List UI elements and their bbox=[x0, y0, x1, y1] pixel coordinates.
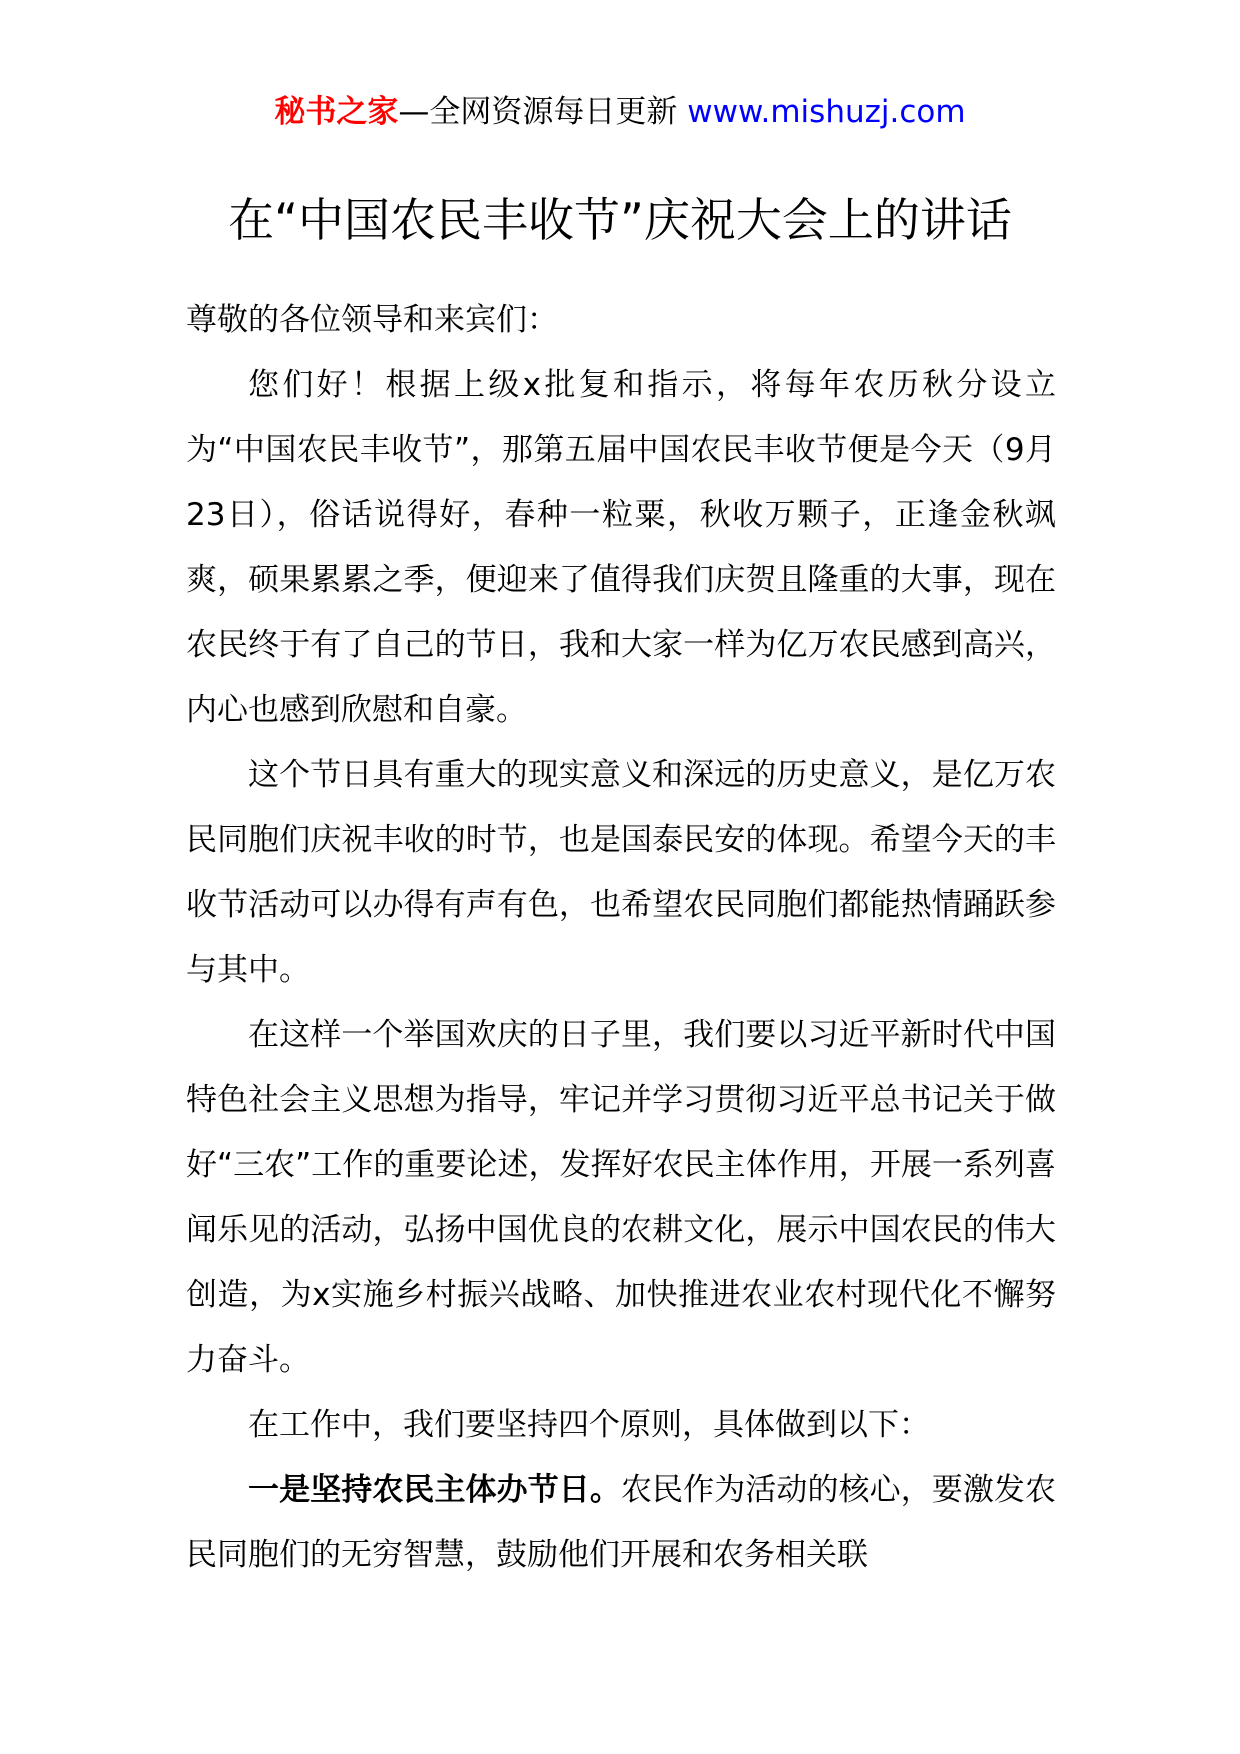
paragraph-greeting: 您们好！根据上级x批复和指示，将每年农历秋分设立为“中国农民丰收节”，那第五届中国农民丰收节便是今天（9月23日），俗话说得好，春种一粒粟，秋收万颗子，正逢金秋飒爽，硕果累累之季，便迎来了值得我们庆贺且隆重的大事，现在农民终于有了自己的节日，我和大家一样为亿万农民感到高兴，内心也感到欣慰和自豪。 bbox=[186, 367, 1056, 728]
paragraph-principle-1 bbox=[186, 1458, 1056, 1588]
site-brand: 秘书之家 bbox=[274, 94, 399, 130]
paragraph-principles-intro: 在工作中，我们要坚持四个原则，具体做到以下： bbox=[248, 1407, 930, 1443]
principle-1-text: 农民作为活动的核心，要激发农民同胞们的无穷智慧，鼓励他们开展和农务相关联 bbox=[186, 1472, 1057, 1573]
document-body bbox=[186, 288, 1056, 1588]
principle-1-lead: 一是坚持农民主体办节日。 bbox=[248, 1472, 621, 1508]
document-title: 在“中国农民丰收节”庆祝大会上的讲话 bbox=[228, 193, 1012, 247]
paragraph-guidance: 在这样一个举国欢庆的日子里，我们要以习近平新时代中国特色社会主义思想为指导，牢记并学习贯彻习近平总书记关于做好“三农”工作的重要论述，发挥好农民主体作用，开展一系列喜闻乐见的活动，弘扬中国优良的农耕文化，展示中国农民的伟大创造，为x实施乡村振兴战略、加快推进农业农村现代化不懈努力奋斗。 bbox=[186, 1017, 1056, 1378]
salutation: 尊敬的各位领导和来宾们： bbox=[186, 302, 558, 338]
site-tagline: —全网资源每日更新 bbox=[398, 94, 688, 130]
paragraph-significance: 这个节日具有重大的现实意义和深远的历史意义，是亿万农民同胞们庆祝丰收的时节，也是国泰民安的体现。希望今天的丰收节活动可以办得有声有色，也希望农民同胞们都能热情踊跃参与其中。 bbox=[186, 757, 1056, 988]
site-url-link[interactable]: www.mishuzj.com bbox=[687, 94, 966, 130]
site-header bbox=[0, 92, 1240, 132]
